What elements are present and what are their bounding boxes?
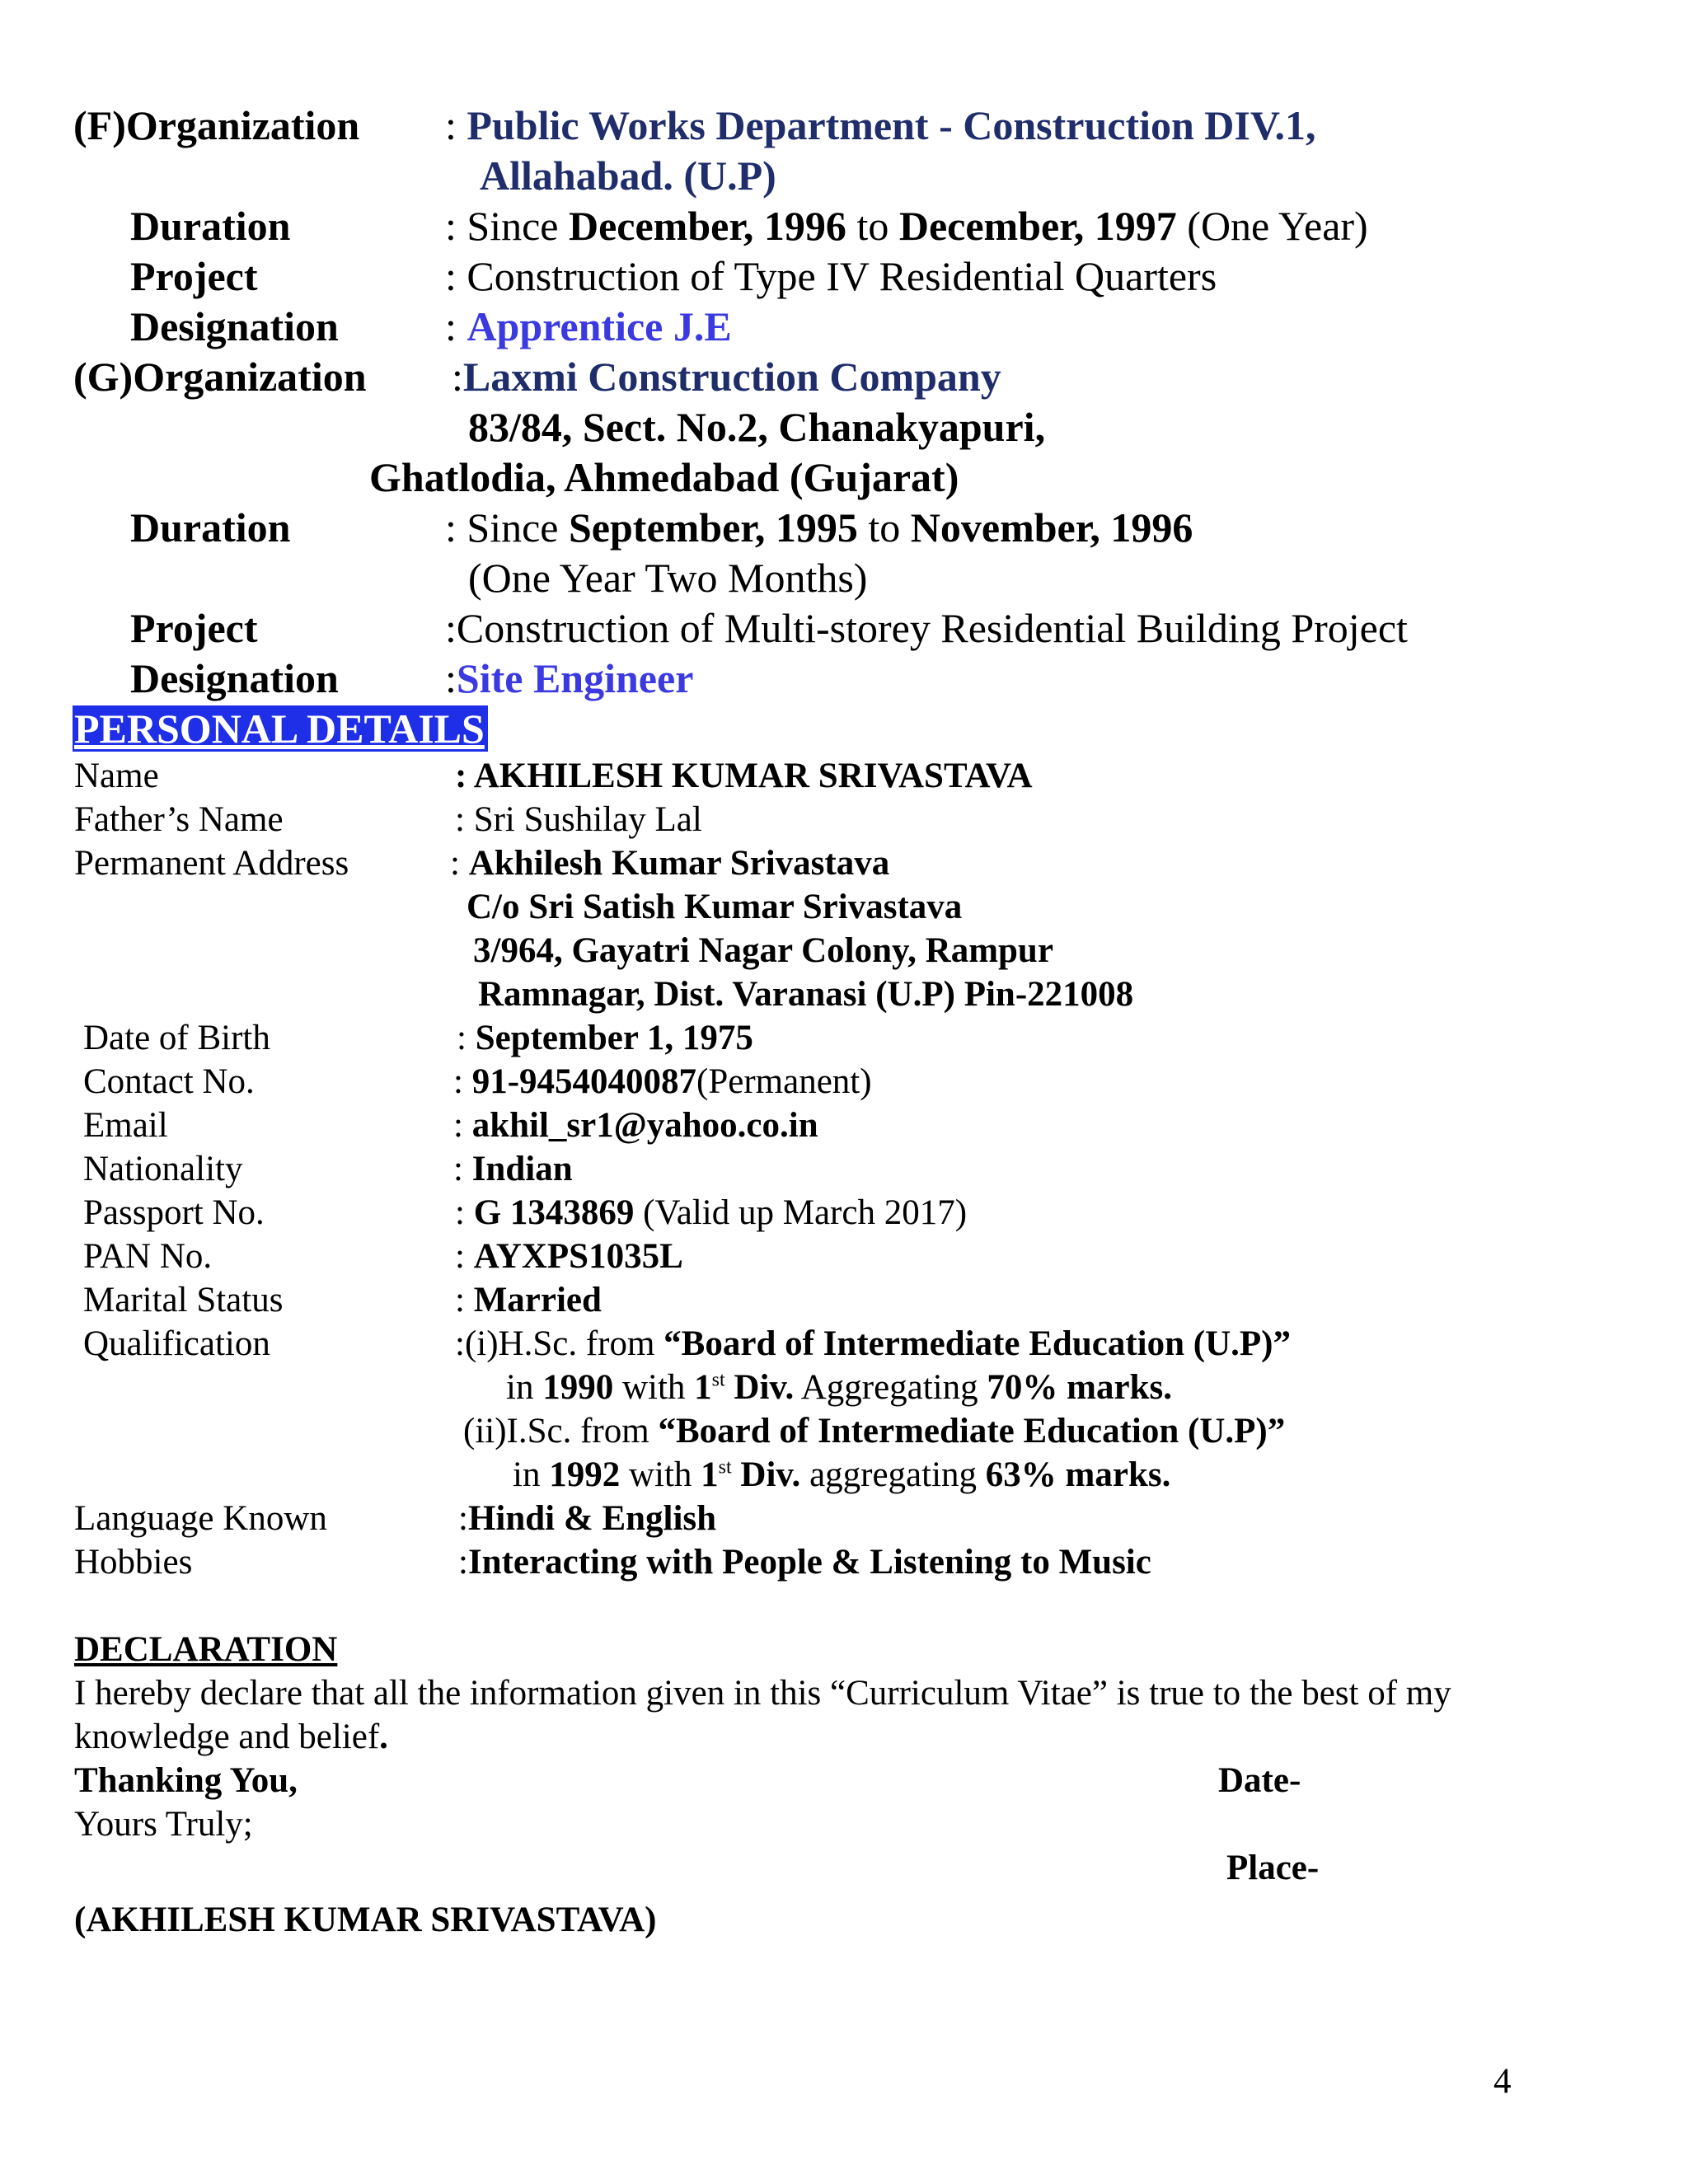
org-f-designation-colon: : [445, 303, 467, 349]
org-g-address-line2: Ghatlodia, Ahmedabad (Gujarat) [369, 454, 959, 500]
contact-colon: : [453, 1062, 472, 1101]
declaration-text-end: . [379, 1718, 388, 1756]
declaration-text-line1: I hereby declare that all the information given in this “Curriculum Vitae” is true to the best of my [74, 1674, 1451, 1713]
name-label: Name [74, 757, 159, 795]
org-f-name-line2: Allahabad. (U.P) [480, 152, 776, 199]
address-colon: : [450, 844, 469, 883]
qual2-div-num: 1 [701, 1455, 719, 1494]
email-label: Email [83, 1106, 168, 1145]
qual2-div-sup: st [718, 1456, 732, 1479]
declaration-heading: DECLARATION [74, 1630, 338, 1669]
contact-row-value [453, 1061, 872, 1104]
passport-note: (Valid up March 2017) [634, 1193, 968, 1232]
qual1-pre: :(i)H.Sc. from [455, 1324, 664, 1363]
qual2-marks: 63% marks. [985, 1455, 1171, 1494]
address-line2: C/o Sri Satish Kumar Srivastava [467, 888, 963, 926]
pan-value: AYXPS1035L [473, 1237, 683, 1276]
org-f-duration-to-word: to [846, 203, 899, 249]
org-f-duration-note: (One Year) [1176, 203, 1368, 249]
marital-row-value [455, 1279, 602, 1322]
yours-truly: Yours Truly; [74, 1805, 253, 1844]
pan-colon: : [455, 1237, 474, 1276]
language-colon: : [458, 1499, 468, 1538]
org-f-value [445, 101, 1316, 150]
father-name-label: Father’s Name [74, 800, 284, 839]
org-f-colon: : [445, 102, 467, 148]
marital-value: Married [473, 1281, 602, 1319]
org-f-duration-from: December, 1996 [568, 203, 846, 249]
hobbies-value: Interacting with People & Listening to Music [467, 1543, 1151, 1582]
personal-details-heading-text: PERSONAL DETAILS [73, 705, 488, 752]
address-value [450, 842, 889, 885]
marital-colon: : [455, 1281, 474, 1319]
contact-value: 91-9454040087 [471, 1062, 697, 1101]
page-number: 4 [1493, 2062, 1512, 2101]
address-label: Permanent Address [74, 844, 349, 883]
org-f-designation-text: Apprentice J.E [467, 303, 732, 349]
qualification-2-line2 [513, 1454, 1170, 1497]
org-g-designation-colon: : [445, 655, 457, 701]
qual1-div: Div. [724, 1368, 795, 1407]
signature-name: (AKHILESH KUMAR SRIVASTAVA) [74, 1900, 657, 1939]
hobbies-label: Hobbies [74, 1543, 193, 1582]
org-f-duration-pre: : Since [445, 203, 569, 249]
language-value: Hindi & English [467, 1499, 717, 1538]
pan-label: PAN No. [83, 1237, 213, 1276]
org-g-duration-label: Duration [130, 504, 291, 551]
qual2-agg: aggregating [800, 1455, 986, 1494]
org-g-project-label: Project [130, 605, 258, 651]
org-g-colon: : [452, 354, 463, 400]
nationality-label: Nationality [83, 1150, 243, 1188]
passport-label: Passport No. [83, 1193, 265, 1232]
org-g-value [452, 352, 1001, 401]
qual1-div-num: 1 [694, 1368, 712, 1407]
qual1-in: in [506, 1368, 543, 1407]
email-colon: : [453, 1106, 472, 1145]
address-line3: 3/964, Gayatri Nagar Colony, Rampur [473, 931, 1053, 970]
org-f-project-label: Project [130, 253, 258, 299]
org-g-name: Laxmi Construction Company [462, 354, 1001, 400]
org-f-duration-to: December, 1997 [898, 203, 1177, 249]
qualification-1-line1 [455, 1323, 1291, 1366]
nationality-row-value [453, 1148, 573, 1191]
qual2-div: Div. [731, 1455, 801, 1494]
dob-value: September 1, 1975 [475, 1019, 753, 1057]
nationality-value: Indian [471, 1150, 573, 1188]
declaration-text-line2 [74, 1716, 388, 1759]
address-line1: Akhilesh Kumar Srivastava [468, 844, 890, 883]
email-value: akhil_sr1@yahoo.co.in [471, 1106, 818, 1145]
qual1-div-sup: st [711, 1369, 725, 1391]
personal-details-heading [73, 704, 488, 753]
qual1-board: “Board of Intermediate Education (U.P)” [663, 1324, 1291, 1363]
pan-row-value [455, 1235, 683, 1278]
org-g-duration-to-word: to [857, 504, 911, 551]
passport-row-value [455, 1192, 967, 1235]
org-g-duration-from: September, 1995 [568, 504, 858, 551]
org-g-project-value: :Construction of Multi-storey Residential Building Project [445, 605, 1408, 651]
passport-value: G 1343869 [473, 1193, 635, 1232]
qual2-with: with [620, 1455, 701, 1494]
org-g-duration-pre: : Since [445, 504, 569, 551]
org-f-designation-label: Designation [130, 303, 339, 349]
name-value: : AKHILESH KUMAR SRIVASTAVA [455, 757, 1033, 795]
qual1-agg: Aggregating [794, 1368, 987, 1407]
qual2-in: in [513, 1455, 550, 1494]
org-f-designation-value [445, 302, 732, 351]
email-row-value [453, 1104, 818, 1147]
org-f-label: (F)Organization [73, 102, 360, 148]
language-label: Language Known [74, 1499, 327, 1538]
org-g-designation-label: Designation [130, 655, 339, 701]
org-g-designation-text: Site Engineer [456, 655, 694, 701]
org-f-duration-label: Duration [130, 203, 291, 249]
dob-label: Date of Birth [83, 1019, 270, 1057]
qual2-year: 1992 [549, 1455, 621, 1494]
date-label: Date- [1218, 1761, 1301, 1800]
qualification-1-line2 [506, 1366, 1172, 1409]
thanking-you: Thanking You, [74, 1761, 298, 1800]
contact-note: (Permanent) [696, 1062, 872, 1101]
org-g-address-line1: 83/84, Sect. No.2, Chanakyapuri, [468, 404, 1046, 450]
passport-colon: : [455, 1193, 474, 1232]
language-row-value [458, 1497, 716, 1540]
place-label: Place- [1226, 1849, 1320, 1887]
qual1-with: with [613, 1368, 695, 1407]
org-f-project-value: : Construction of Type IV Residential Quarters [445, 253, 1217, 299]
dob-colon: : [457, 1019, 476, 1057]
qualification-label: Qualification [83, 1324, 270, 1363]
qual2-pre: (ii)I.Sc. from [463, 1412, 659, 1451]
address-line4: Ramnagar, Dist. Varanasi (U.P) Pin-221008 [478, 975, 1134, 1014]
qual2-board: “Board of Intermediate Education (U.P)” [658, 1412, 1286, 1451]
org-g-label: (G)Organization [73, 354, 367, 400]
contact-label: Contact No. [83, 1062, 255, 1101]
org-g-duration-note: (One Year Two Months) [468, 555, 868, 601]
org-g-designation-value [445, 654, 693, 703]
qual1-year: 1990 [542, 1368, 614, 1407]
org-f-duration-value [445, 201, 1368, 251]
org-g-duration-to: November, 1996 [910, 504, 1193, 551]
hobbies-colon: : [458, 1543, 468, 1582]
qualification-2-line1 [463, 1410, 1285, 1453]
org-f-name-line1: Public Works Department - Construction DIV.1, [467, 102, 1316, 148]
father-name-value: : Sri Sushilay Lal [455, 800, 702, 839]
declaration-text-line2-body: knowledge and belief [74, 1718, 380, 1756]
org-g-duration-value [445, 503, 1193, 552]
dob-row-value [457, 1017, 753, 1060]
hobbies-row-value [458, 1541, 1151, 1584]
qual1-marks: 70% marks. [987, 1368, 1172, 1407]
marital-label: Marital Status [83, 1281, 284, 1319]
nationality-colon: : [453, 1150, 472, 1188]
